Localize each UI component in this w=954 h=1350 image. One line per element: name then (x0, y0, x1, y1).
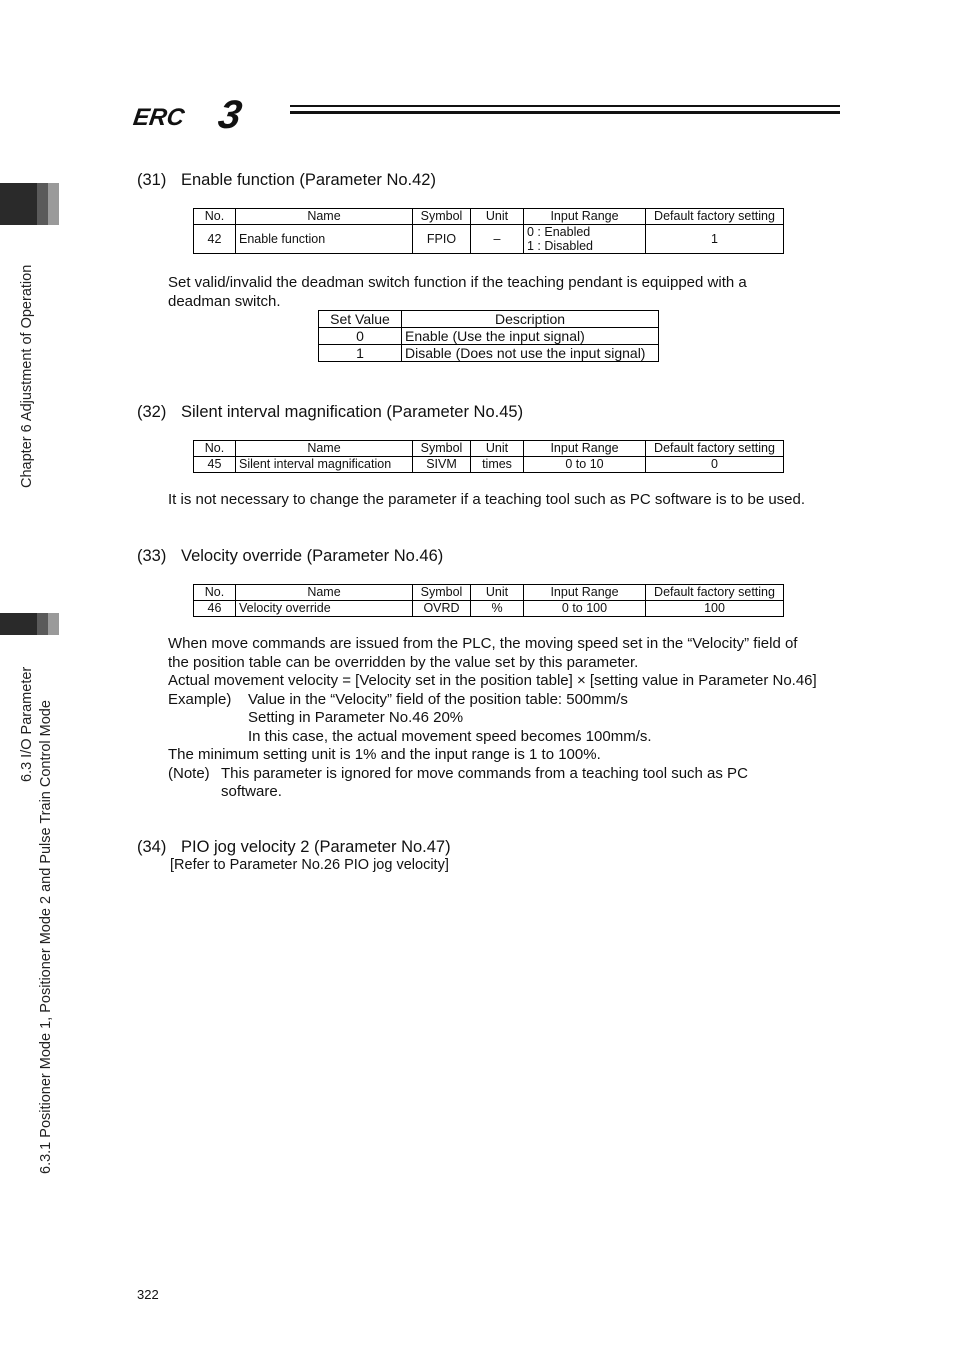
svg-text:ERC: ERC (131, 104, 186, 131)
example-label: Example) (168, 690, 232, 708)
svg-text:3: 3 (215, 92, 246, 137)
page-number: 322 (137, 1287, 159, 1302)
section-34-reference: [Refer to Parameter No.26 PIO jog velocity] (170, 857, 449, 873)
table-row: 0 Enable (Use the input signal) (319, 328, 659, 345)
table-row: 45 Silent interval magnification SIVM times 0 to 10 0 (194, 457, 784, 473)
table-header-row: No. Name Symbol Unit Input Range Default factory setting (194, 209, 784, 225)
section-31-desc: Set valid/invalid the deadman switch function if the teaching pendant is equipped with a deadman switch. (168, 274, 747, 310)
section-side-label-2: 6.3.1 Positioner Mode 1, Positioner Mode 2 and Pulse Train Control Mode (38, 700, 54, 1174)
note-label: (Note) (168, 764, 210, 782)
table-row: 42 Enable function FPIO – 0 : Enabled 1 : Disabled 1 (194, 225, 784, 254)
section-32-desc: It is not necessary to change the parameter if a teaching tool such as PC software is to be used. (168, 491, 806, 508)
param-table-42 (193, 208, 784, 254)
set-value-table (318, 310, 659, 362)
section-31-heading: (31) Enable function (Parameter No.42) (137, 171, 436, 189)
section-32-heading: (32) Silent interval magnification (Parameter No.45) (137, 403, 524, 421)
section-33-heading: (33) Velocity override (Parameter No.46) (137, 547, 444, 565)
param-table-45 (193, 440, 784, 473)
chapter-side-label: Chapter 6 Adjustment of Operation (19, 264, 35, 488)
section-34-heading: (34) PIO jog velocity 2 (Parameter No.47) (137, 838, 451, 856)
table-header-row: Set Value Description (319, 311, 659, 328)
section-side-label-1: 6.3 I/O Parameter (19, 666, 35, 782)
header-rule-bottom (290, 111, 840, 114)
erc3-logo (131, 92, 277, 137)
table-header-row: No. Name Symbol Unit Input Range Default factory setting (194, 441, 784, 457)
param-table-46 (193, 584, 784, 617)
table-header-row: No. Name Symbol Unit Input Range Default factory setting (194, 585, 784, 601)
table-row: 1 Disable (Does not use the input signal) (319, 345, 659, 362)
table-row: 46 Velocity override OVRD % 0 to 100 100 (194, 601, 784, 617)
section-33-body: When move commands are issued from the PLC, the moving speed set in the “Velocity” field of the position table can be overridden by the value set by this parameter. Actual movement velocity = [Velocity set in the position table] × [setting value in Parameter No.46] Example) Value in the “Velocity” field of the position table: 500mm/s Setting in Parameter No.46 20% In this case, the actual movement speed becomes 100mm/s. The minimum setting unit is 1% and the input range is 1 to 100%. (Note) This parameter is ignored for move commands from a teaching tool such as PC software. (168, 635, 817, 800)
header-rule-top (290, 105, 840, 107)
